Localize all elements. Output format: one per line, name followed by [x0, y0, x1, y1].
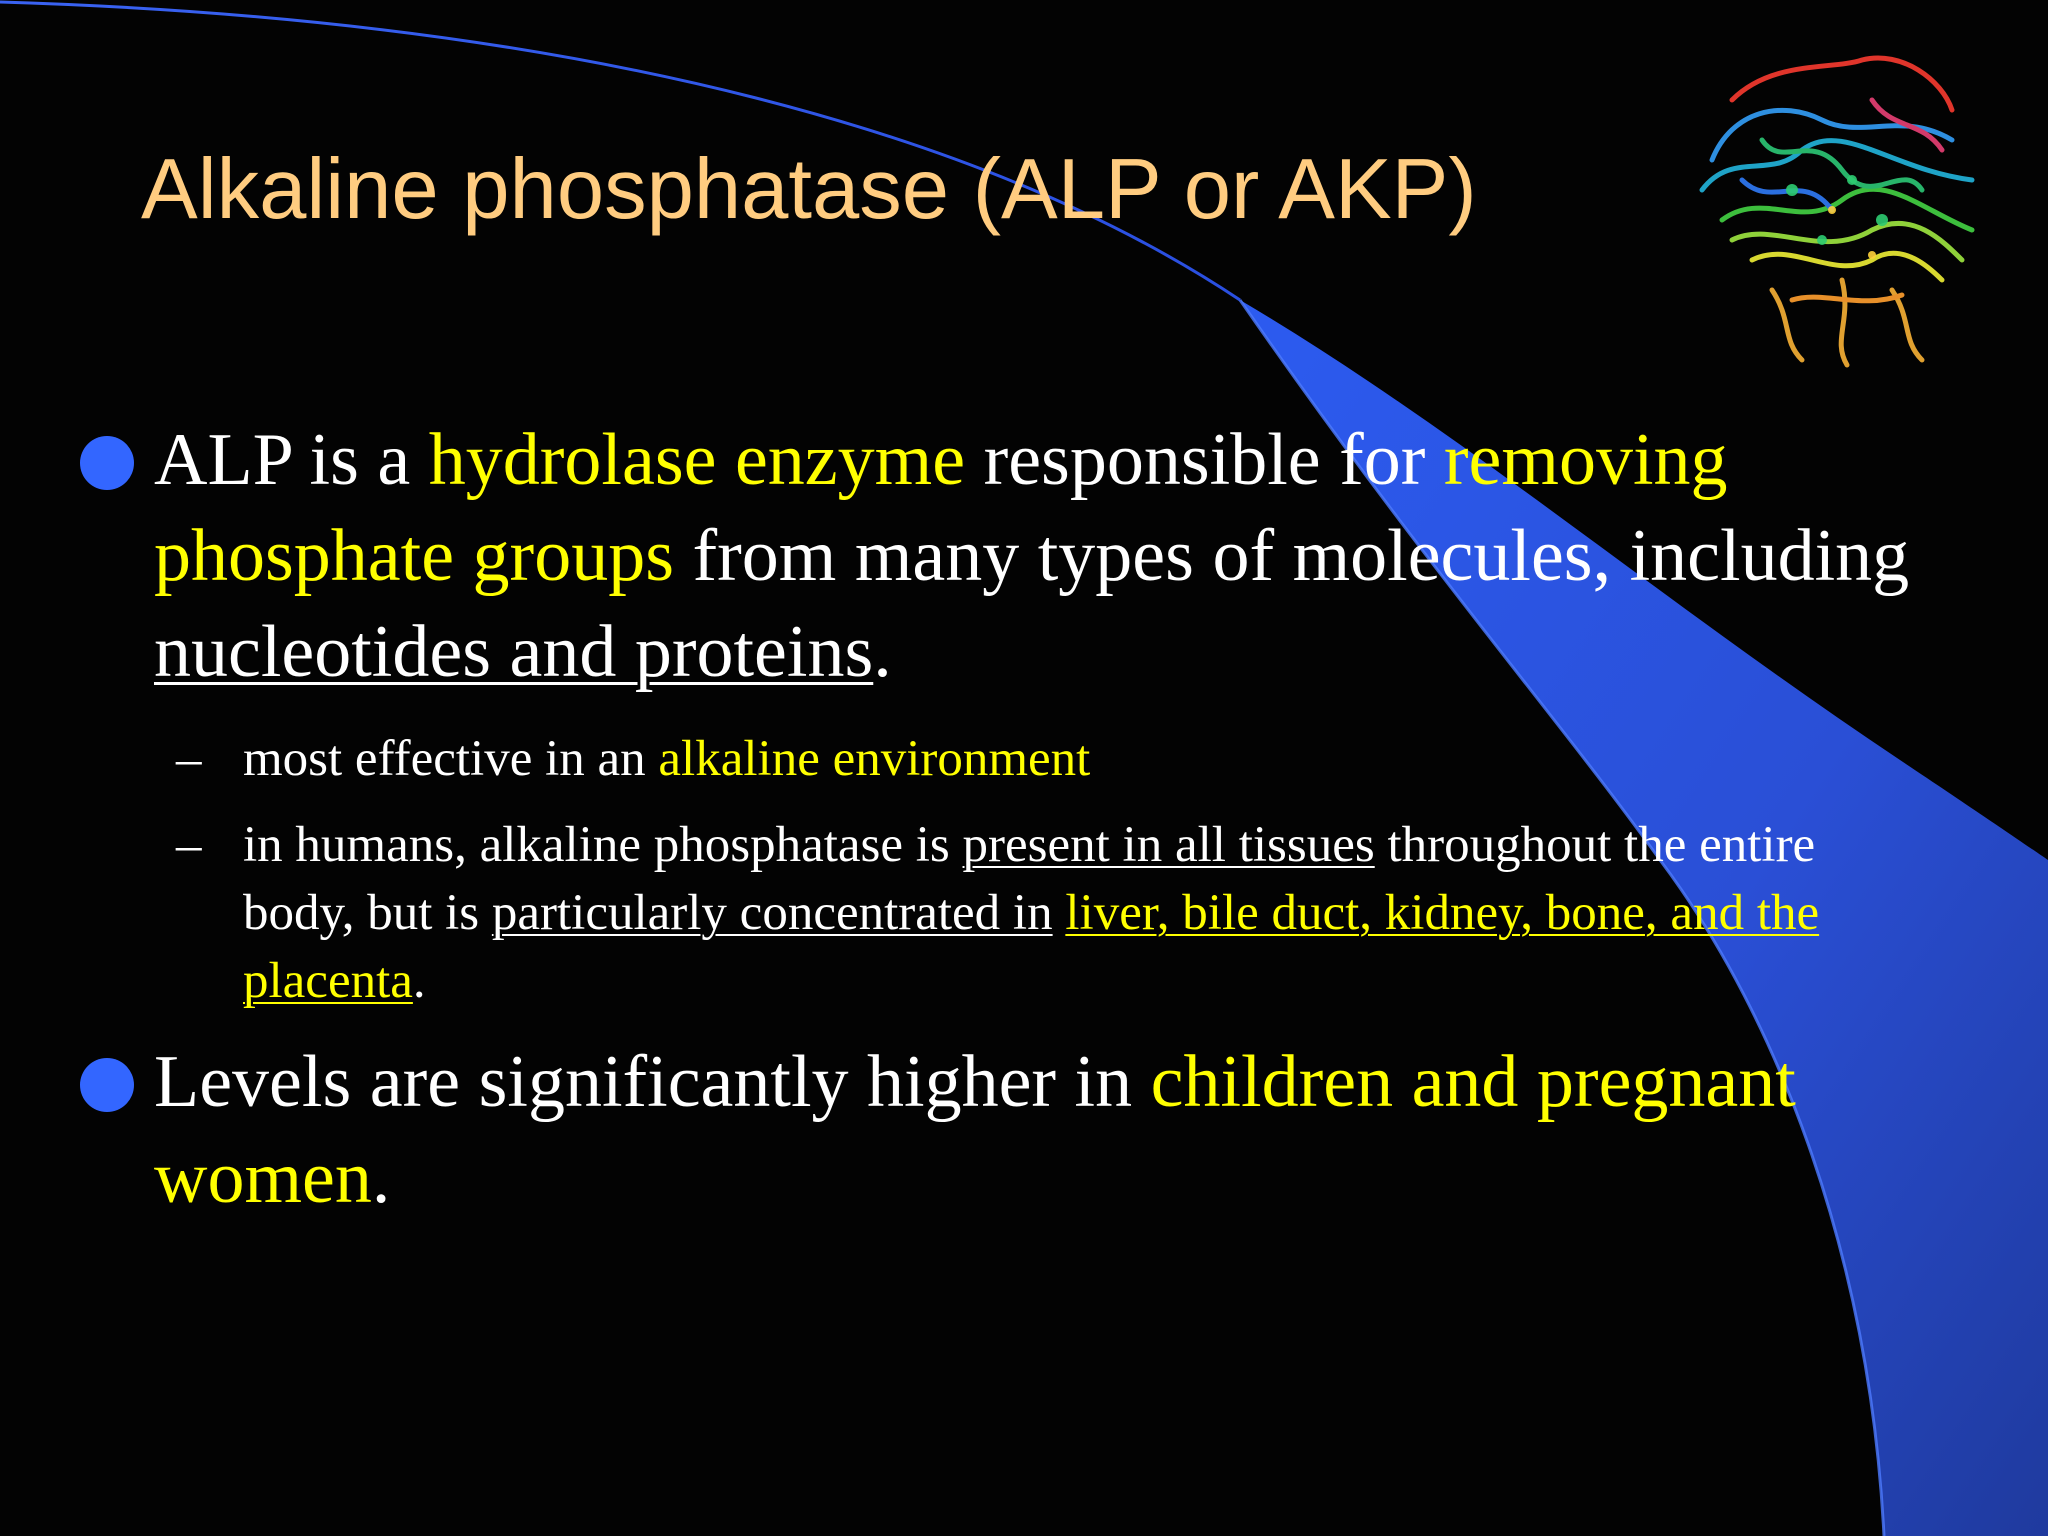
sub-bullet-text: throughout the entire body, but is: [243, 817, 1816, 941]
protein-structure-image: [1672, 40, 2008, 376]
bullet-1-text: from many types of molecules, including: [674, 515, 1910, 597]
sub-bullet-text: most effective in an: [243, 731, 659, 787]
bullet-2-text: .: [371, 1137, 391, 1219]
sub-bullet-text: in humans, alkaline phosphatase is: [243, 817, 963, 873]
sub-bullet-2: [243, 811, 1843, 1015]
bullet-dot: [80, 436, 134, 490]
underlined-text: present in all tissues: [962, 817, 1375, 873]
bullet-1-text: responsible for: [965, 419, 1444, 501]
bullet-1-text: .: [873, 611, 892, 693]
sub-bullet-dash: –: [176, 731, 202, 787]
slide-title: Alkaline phosphatase (ALP or AKP): [141, 142, 1477, 237]
sub-bullet-1: [243, 725, 1893, 793]
sub-bullet-text: .: [412, 953, 426, 1009]
highlight-text: children and pregnant women: [154, 1041, 1796, 1219]
bullet-2-text: Levels are significantly higher in: [154, 1041, 1151, 1123]
bullet-1-text: ALP is a: [154, 419, 429, 501]
bullet-2: [154, 1034, 1914, 1226]
highlight-text: hydrolase enzyme: [428, 419, 966, 501]
bullet-1: [154, 412, 1954, 700]
underlined-text: nucleotides and proteins: [154, 611, 874, 693]
sub-bullet-text: [1053, 885, 1066, 941]
bullet-dot: [80, 1058, 134, 1112]
highlight-text: alkaline environment: [658, 731, 1091, 787]
sub-bullet-dash: –: [176, 817, 202, 873]
highlight-underlined-text: liver, bile duct, kidney, bone, and the placenta: [243, 885, 1820, 1009]
underlined-text: particularly concentrated in: [491, 885, 1053, 941]
highlight-text: removing phosphate groups: [154, 419, 1728, 597]
